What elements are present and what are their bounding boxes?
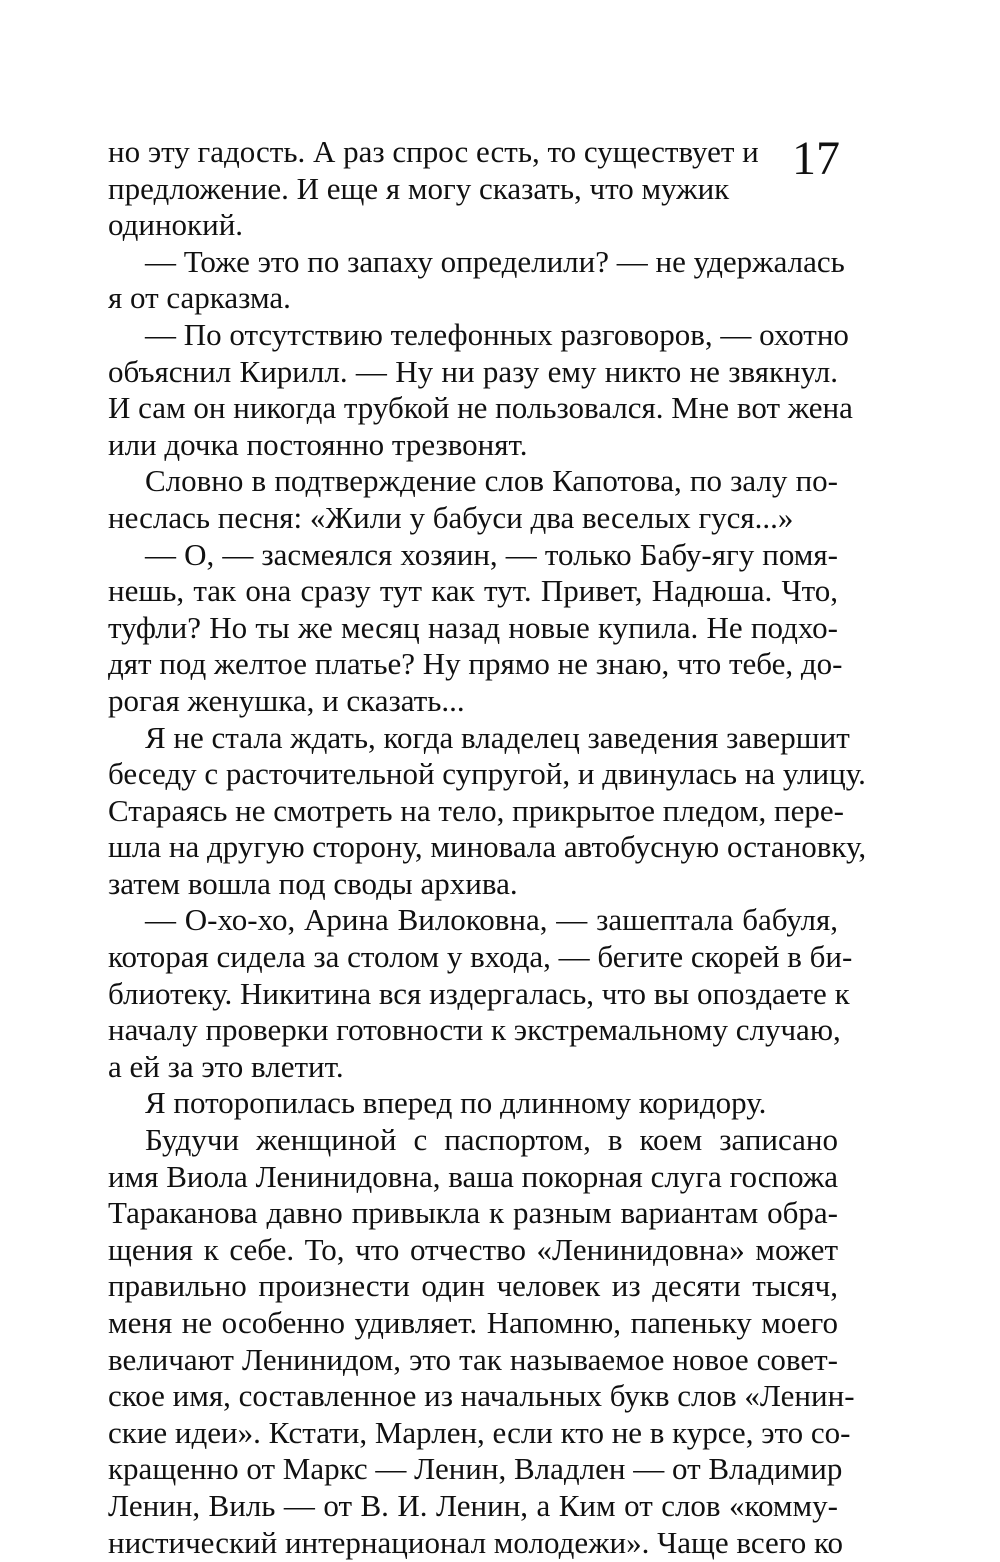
text-line: блиотеку. Никитина вся издергалась, что вы опоздаете к xyxy=(108,975,850,1011)
text-line: Словно в подтверждение слов Капотова, по залу по- xyxy=(145,463,838,499)
text-line: — Тоже это по запаху определили? — не удержалась xyxy=(145,243,845,279)
text-line: Я поторопилась вперед по длинному коридору. xyxy=(145,1085,767,1121)
page-number: 17 xyxy=(792,132,840,185)
text-line: Я не стала ждать, когда владелец заведения завершит xyxy=(145,719,850,755)
text-line: Будучи женщиной с паспортом, в коем записано xyxy=(145,1122,838,1158)
text-line: величают Ленинидом, это так называемое новое совет- xyxy=(108,1341,838,1377)
text-line: Ленин, Виль — от В. И. Ленин, а Ким от слов «комму- xyxy=(108,1487,838,1523)
text-line: туфли? Но ты же месяц назад новые купила. Не подхо- xyxy=(108,609,838,645)
text-line: — По отсутствию телефонных разговоров, — охотно xyxy=(145,316,849,352)
text-line: щения к себе. То, что отчество «Ленинидовна» может xyxy=(108,1231,838,1267)
text-line: дят под желтое платье? Ну прямо не знаю, что тебе, до- xyxy=(108,646,843,682)
text-line: ское имя, составленное из начальных букв слов «Ленин- xyxy=(108,1378,855,1414)
text-line: правильно произнести один человек из десяти тысяч, xyxy=(108,1268,838,1304)
text-line: неслась песня: «Жили у бабуси два веселых гуся...» xyxy=(108,499,794,535)
text-line: беседу с расточительной супругой, и двинулась на улицу. xyxy=(108,756,866,792)
text-line: ские идеи». Кстати, Марлен, если кто не в курсе, это со- xyxy=(108,1414,851,1450)
text-line: — О-хо-хо, Арина Вилоковна, — зашептала бабуля, xyxy=(145,902,838,938)
text-line: началу проверки готовности к экстремальному случаю, xyxy=(108,1012,841,1048)
text-line: Тараканова давно привыкла к разным вариантам обра- xyxy=(108,1195,838,1231)
text-line: Стараясь не смотреть на тело, прикрытое пледом, пере- xyxy=(108,792,844,828)
text-line: или дочка постоянно трезвонят. xyxy=(108,426,528,462)
text-line: которая сидела за столом у входа, — бегите скорей в би- xyxy=(108,939,853,975)
text-line: затем вошла под своды архива. xyxy=(108,865,518,901)
text-line: меня не особенно удивляет. Напомню, папеньку моего xyxy=(108,1305,838,1340)
text-line: объяснил Кирилл. — Ну ни разу ему никто не звякнул. xyxy=(108,353,838,389)
text-line: И сам он никогда трубкой не пользовался. Мне вот жена xyxy=(108,390,853,426)
text-line: а ей за это влетит. xyxy=(108,1048,344,1084)
text-line: нешь, так она сразу тут как тут. Привет, Надюша. Что, xyxy=(108,573,838,609)
body-text xyxy=(108,134,867,1561)
text-line: нистический интернационал молодежи». Чаще всего ко xyxy=(108,1524,843,1560)
text-line: одинокий. xyxy=(108,207,244,243)
text-line: кращенно от Маркс — Ленин, Владлен — от Владимир xyxy=(108,1451,843,1487)
text-line: предложение. И еще я могу сказать, что мужик xyxy=(108,170,730,206)
text-line: я от сарказма. xyxy=(108,280,291,316)
text-line: шла на другую сторону, миновала автобусную остановку, xyxy=(108,829,867,865)
text-line: но эту гадость. А раз спрос есть, то существует и xyxy=(108,134,759,169)
text-line: имя Виола Ленинидовна, ваша покорная слуга госпожа xyxy=(108,1158,838,1194)
text-line: рогая женушка, и сказать... xyxy=(108,682,465,718)
text-line: — О, — засмеялся хозяин, — только Бабу-ягу помя- xyxy=(145,536,838,572)
